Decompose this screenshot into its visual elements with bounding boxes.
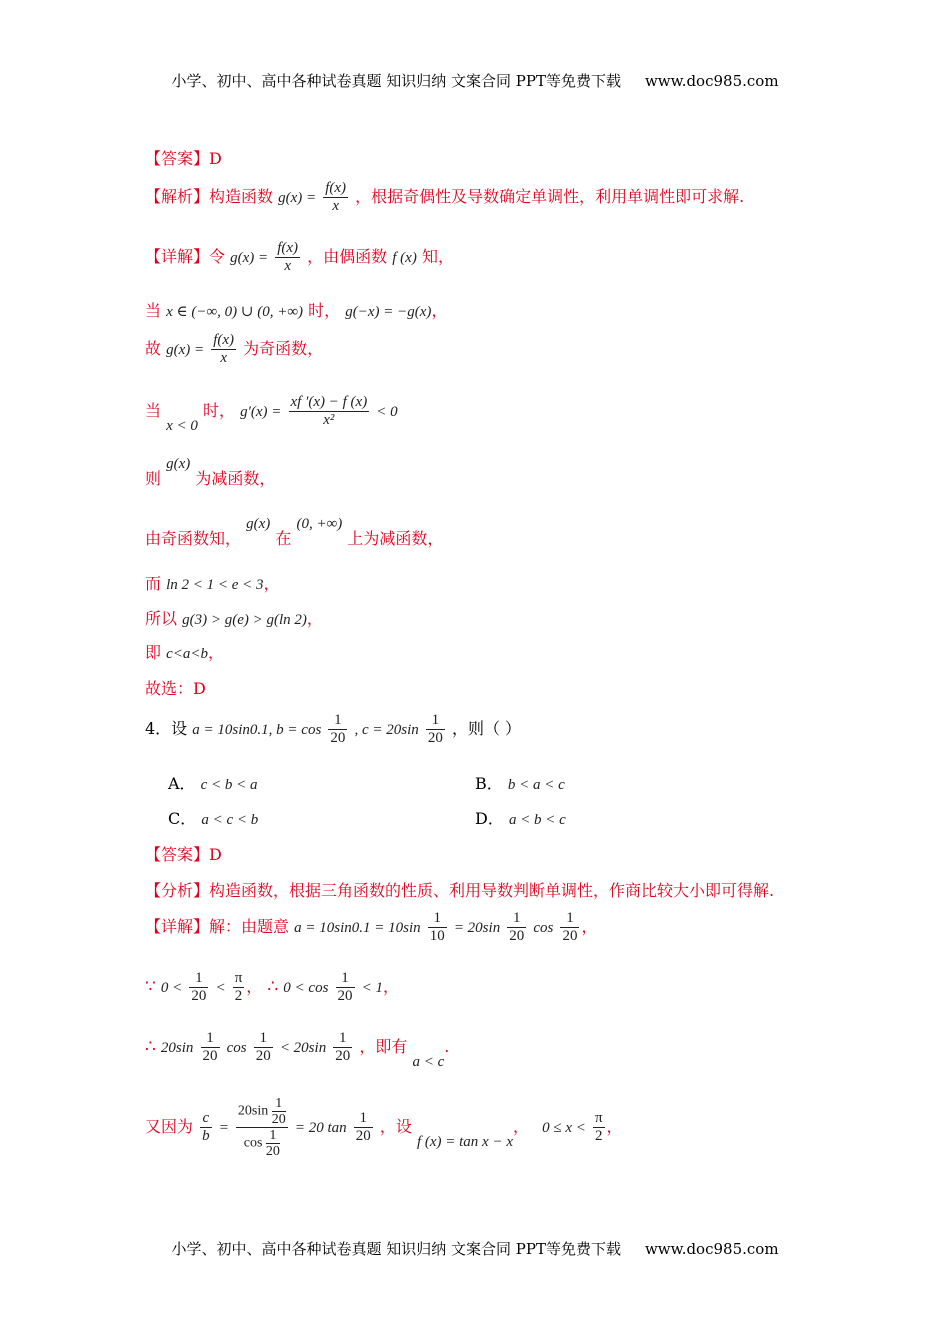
q3-choose: 故选：D xyxy=(145,679,206,698)
footer-url[interactable]: www.doc985.com xyxy=(644,1240,779,1258)
q4-stem: 4．设 a = 10sin0.1, b = cos $\frac{1}{20}$ , c = 20sin $\frac{1}{20}$ ，则（ ） xyxy=(145,712,522,746)
q4-therefore: ∴ 20sin $\frac{1}{20}$ cos $\frac{1}{20}$ < 20sin $\frac{1}{20}$ ，即有 a < c. xyxy=(145,1030,450,1070)
q3-line-then: 则 g(x) 为减函数， xyxy=(145,456,276,488)
q4-detail: 【详解】解：由题意 a = 10sin0.1 = 10sin $\frac{1}{10}$ = 20sin $\frac{1}{20}$ cos $\frac{1}{20}$ ， xyxy=(145,910,598,944)
header-text: 小学、初中、高中各种试卷真题 知识归纳 文案合同 PPT等免费下载 xyxy=(171,72,621,90)
fraction-fx-over-x: $\frac{f(x)}{x}$ xyxy=(325,180,347,214)
formula-g: g(x) = xyxy=(278,190,317,206)
q4-because: ∵ 0 < $\frac{1}{20}$ < $\frac{\pi}{2}$ ， ∴ 0 < cos $\frac{1}{20}$ < 1， xyxy=(145,970,399,1004)
q3-line-so: 所以 g(3) > g(e) > g(ln 2)， xyxy=(145,609,323,628)
page-footer xyxy=(0,1238,950,1259)
q4-also: 又因为 $\frac{c}{b}$ = 20sin $\frac{1}{20}$ cos $\frac{1}{20}$ = 20 tan $\frac{1}{20}$ ，设 f (x) = tan x − x， 0 ≤ x < $\frac{\pi}{2}$ ， xyxy=(145,1096,623,1159)
option-b[interactable]: B． b < a < c xyxy=(475,774,565,793)
footer-text: 小学、初中、高中各种试卷真题 知识归纳 文案合同 PPT等免费下载 xyxy=(171,1240,621,1258)
q3-line-oddfn: 由奇函数知， g(x) 在 (0, +∞) 上为减函数， xyxy=(145,516,444,548)
q3-answer: 【答案】D xyxy=(145,149,222,168)
q3-line-ln: 而 ln 2 < 1 < e < 3， xyxy=(145,574,280,593)
header-url[interactable]: www.doc985.com xyxy=(644,72,779,90)
q3-analysis: 【解析】构造函数 g(x) = $\frac{f(x)}{x}$ ，根据奇偶性及导数确定单调性，利用单调性即可求解. xyxy=(145,180,745,214)
q4-analysis: 【分析】构造函数，根据三角函数的性质、利用导数判断单调性，作商比较大小即可得解. xyxy=(145,881,775,900)
q4-answer: 【答案】D xyxy=(145,845,222,864)
q3-line-odd: 故 g(x) = $\frac{f(x)}{x}$ 为奇函数， xyxy=(145,332,324,366)
option-c[interactable]: C． a < c < b xyxy=(168,809,259,828)
option-d[interactable]: D． a < b < c xyxy=(475,809,566,828)
page-header xyxy=(0,70,950,91)
q3-line-ie: 即 c<a<b， xyxy=(145,643,225,662)
q3-detail: 【详解】令 g(x) = $\frac{f(x)}{x}$ ，由偶函数 f (x) 知， xyxy=(145,240,454,274)
q3-line-when: 当 x ∈ (−∞, 0) ∪ (0, +∞) 时， g(−x) = −g(x)， xyxy=(145,301,448,320)
q3-line-derivative: 当 x < 0 时， g′(x) = $\frac{xf '(x) - f (x)}{\text{x²}}$ < 0 xyxy=(145,394,398,434)
option-a[interactable]: A． c < b < a xyxy=(168,774,258,793)
